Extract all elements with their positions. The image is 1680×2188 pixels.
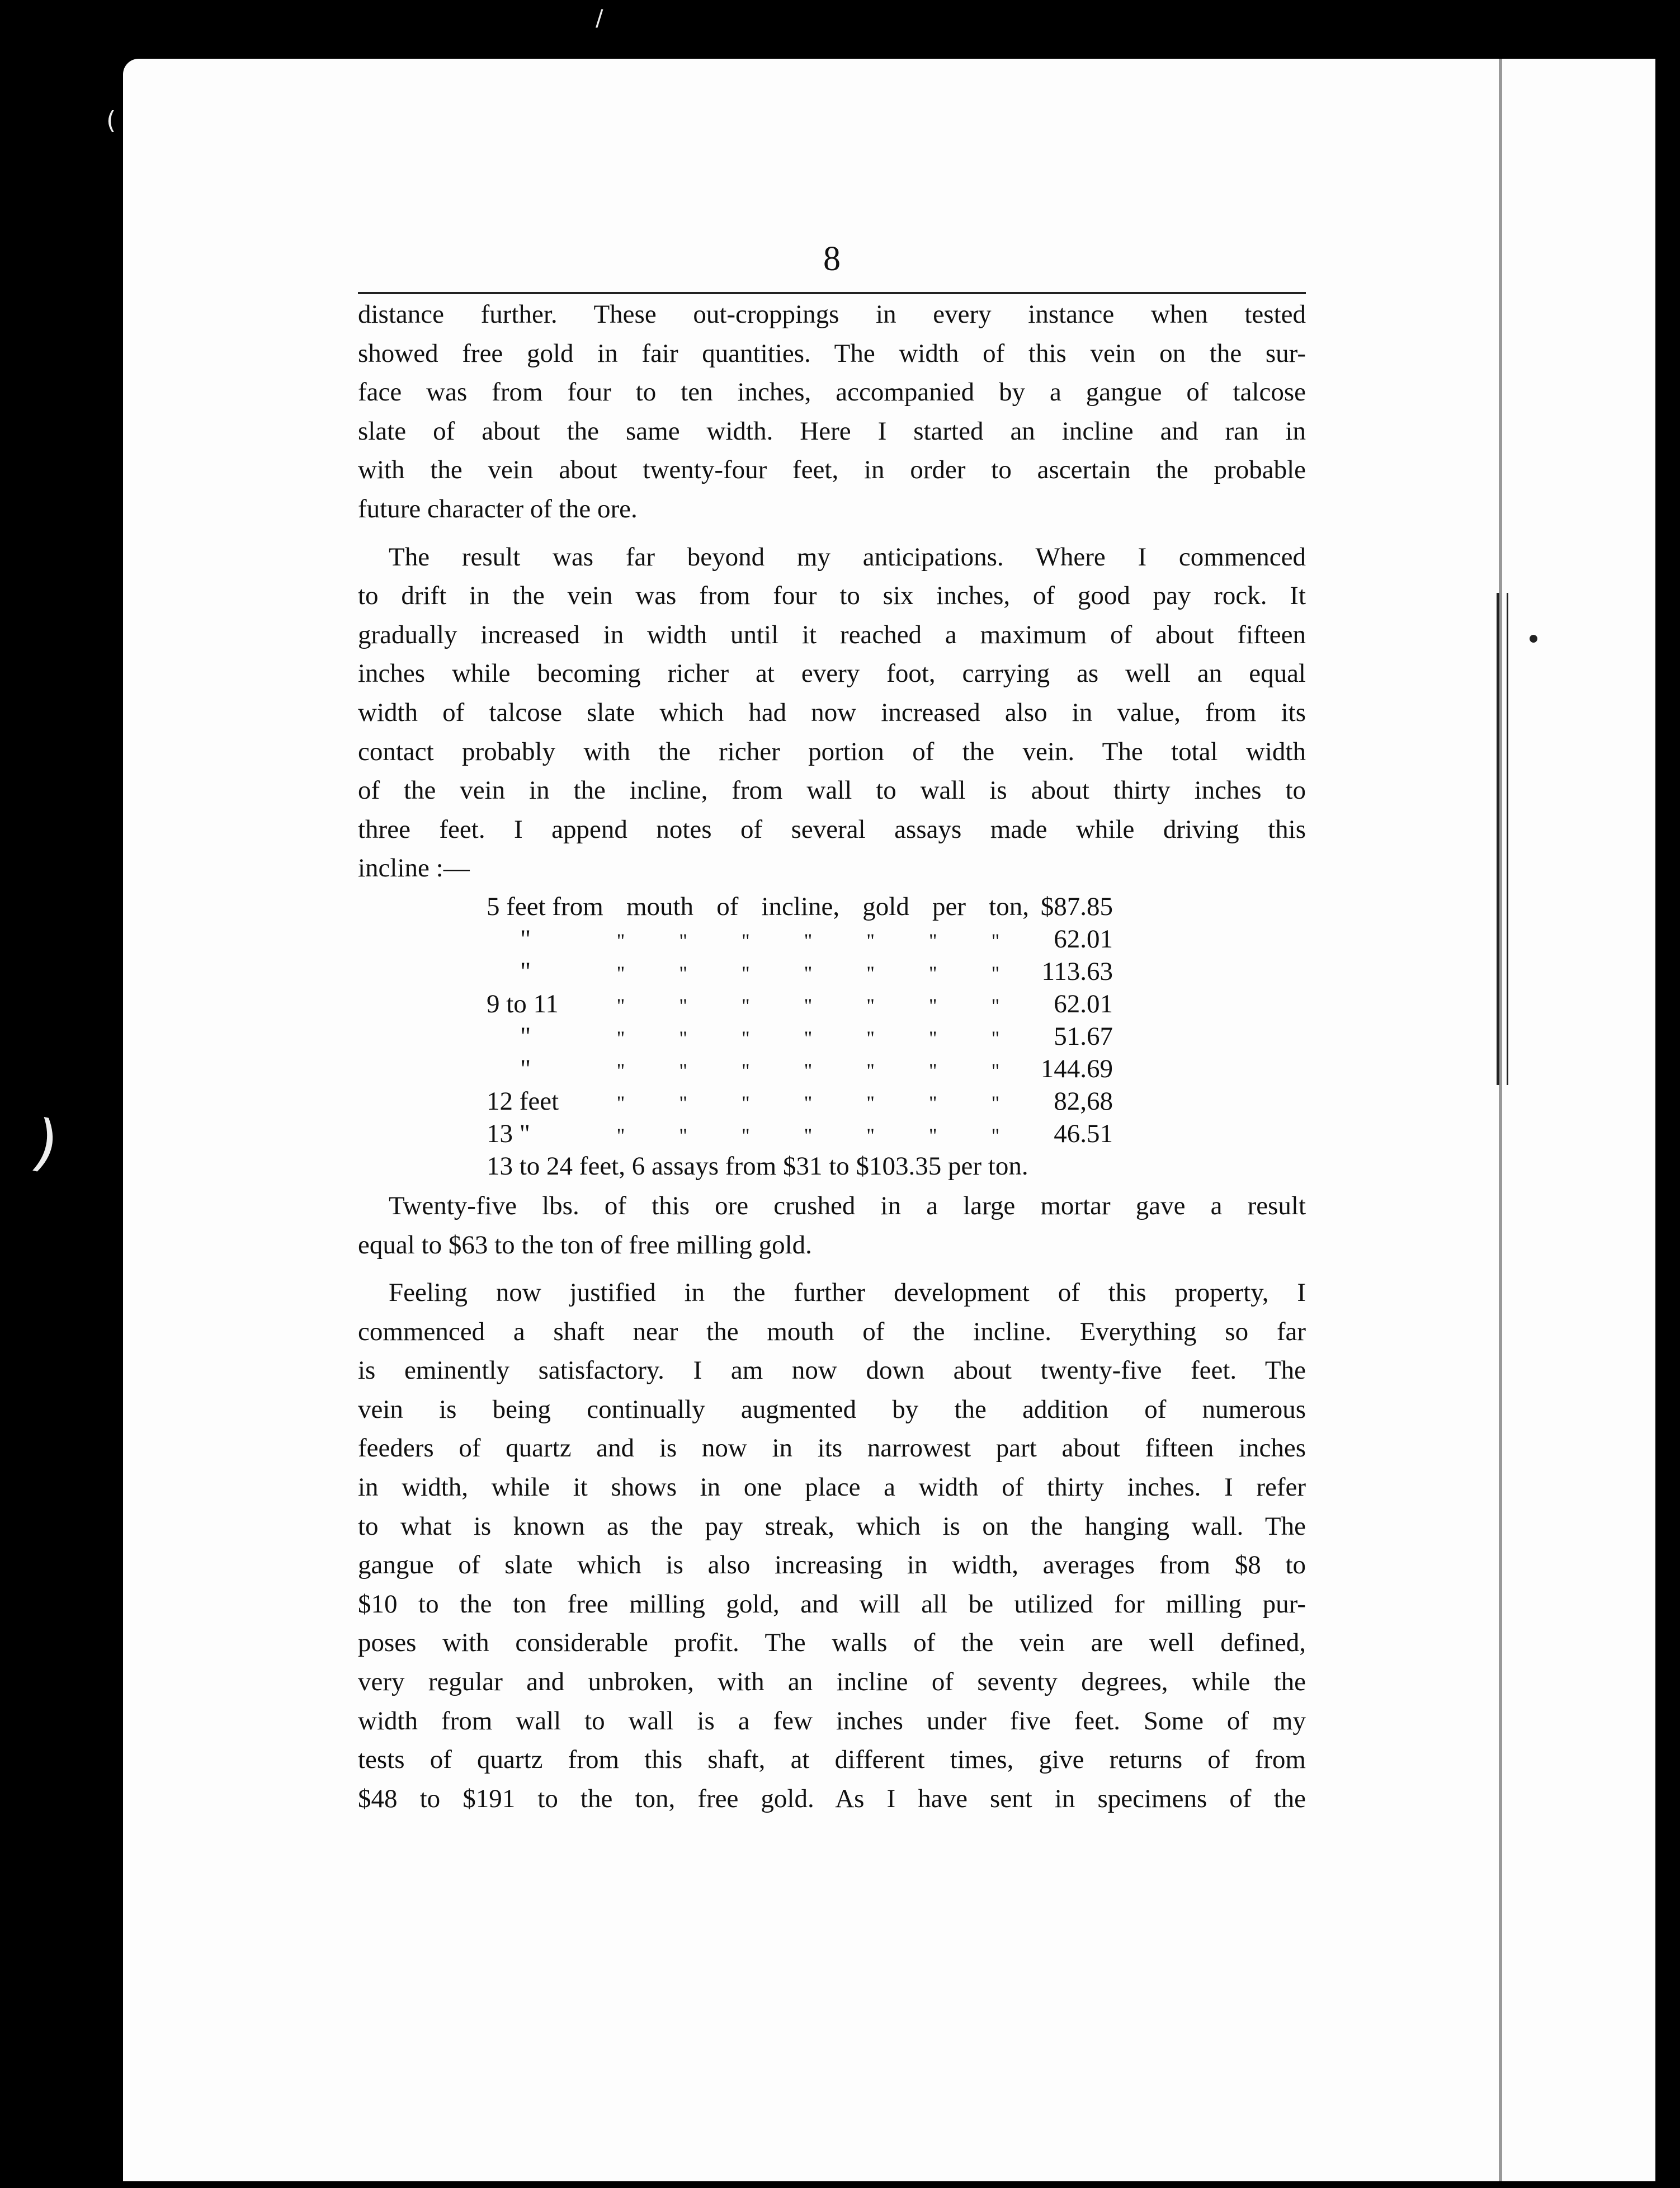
text-line: in width, while it shows in one place a width of thirty inches. I refer — [358, 1473, 1306, 1502]
ditto-mark: " — [679, 929, 687, 952]
text-line: feeders of quartz and is now in its narrowest part about fifteen inches — [358, 1433, 1306, 1463]
scan-mark-left-2: ) — [26, 1105, 65, 1181]
text-line: showed free gold in fair quantities. The width of this vein on the sur- — [358, 338, 1306, 368]
assay-row-label: 12 feet — [487, 1086, 559, 1116]
text-line: future character of the ore. — [358, 494, 638, 524]
assay-row — [487, 923, 1152, 955]
text-line: $10 to the ton free milling gold, and will all be utilized for milling pur- — [358, 1589, 1306, 1619]
assay-summary: 13 to 24 feet, 6 assays from $31 to $103.35 per ton. — [487, 1151, 1028, 1181]
text-line: to what is known as the pay streak, which is on the hanging wall. The — [358, 1511, 1306, 1541]
ditto-mark: " — [866, 1124, 875, 1147]
ditto-mark: " — [991, 1026, 1000, 1049]
ditto-mark: " — [804, 929, 813, 952]
assay-row — [487, 988, 1152, 1020]
scan-mark-top: / — [596, 6, 603, 31]
assay-value: $87.85 — [1040, 892, 1113, 921]
assay-row — [487, 1053, 1152, 1085]
text-line: Feeling now justified in the further development of this property, I — [389, 1278, 1306, 1308]
ditto-mark: " — [679, 1026, 687, 1049]
ditto-mark: " — [741, 1091, 750, 1114]
ditto-mark: " — [520, 1054, 531, 1083]
scan-mark-left-1: ( — [106, 106, 116, 135]
assay-header-word: 5 feet from — [487, 892, 603, 921]
text-line: poses with considerable profit. The walls of the vein are well defined, — [358, 1628, 1306, 1658]
assay-header-word: incline, — [761, 892, 840, 921]
assay-value: 51.67 — [1054, 1021, 1113, 1051]
assay-value: 144.69 — [1040, 1054, 1113, 1083]
ditto-mark: " — [804, 994, 813, 1017]
ditto-mark: " — [991, 929, 1000, 952]
ditto-mark: " — [520, 1021, 531, 1051]
assay-row — [487, 1117, 1152, 1150]
text-line: gangue of slate which is also increasing in width, averages from $8 to — [358, 1550, 1306, 1580]
ditto-mark: " — [928, 929, 937, 952]
text-line: very regular and unbroken, with an incline of seventy degrees, while the — [358, 1667, 1306, 1697]
assay-row-label — [487, 923, 598, 955]
text-line: $48 to $191 to the ton, free gold. As I have sent in specimens of the — [358, 1784, 1306, 1813]
text-line: distance further. These out-croppings in every instance when tested — [358, 300, 1306, 329]
text-line: width from wall to wall is a few inches under five feet. Some of my — [358, 1706, 1306, 1736]
assay-header-word: ton, — [989, 892, 1029, 921]
paragraph-3 — [358, 1187, 1306, 1265]
paragraph-2 — [358, 538, 1306, 888]
text-line: with the vein about twenty-four feet, in order to ascertain the probable — [358, 455, 1306, 485]
ditto-mark: " — [520, 924, 531, 954]
text-line: width of talcose slate which had now increased also in value, from its — [358, 697, 1306, 727]
ditto-mark: " — [928, 994, 937, 1017]
assay-value: 62.01 — [1054, 989, 1113, 1018]
margin-dot — [1530, 635, 1537, 643]
assay-row-label — [487, 1020, 598, 1053]
assay-row-label — [487, 955, 598, 988]
ditto-mark: " — [991, 994, 1000, 1017]
ditto-mark: " — [928, 1059, 937, 1082]
text-line: Twenty-five lbs. of this ore crushed in a large mortar gave a result — [389, 1191, 1306, 1220]
text-line: inches while becoming richer at every foot, carrying as well an equal — [358, 659, 1306, 689]
ditto-mark: " — [741, 929, 750, 952]
ditto-mark: " — [991, 1059, 1000, 1082]
ditto-mark: " — [866, 1026, 875, 1049]
ditto-mark: " — [616, 1091, 625, 1114]
paragraph-1 — [358, 295, 1306, 529]
assay-row-label: 13 " — [487, 1119, 530, 1148]
ditto-mark: " — [679, 961, 687, 984]
text-line: equal to $63 to the ton of free milling gold. — [358, 1230, 812, 1260]
paragraph-4 — [358, 1274, 1306, 1818]
ditto-mark: " — [679, 994, 687, 1017]
ditto-mark: " — [928, 1026, 937, 1049]
text-line: The result was far beyond my anticipations. Where I commenced — [389, 542, 1306, 572]
ditto-mark: " — [991, 1124, 1000, 1147]
ditto-mark: " — [866, 1091, 875, 1114]
text-line: of the vein in the incline, from wall to wall is about thirty inches to — [358, 776, 1306, 805]
text-line: commenced a shaft near the mouth of the incline. Everything so far — [358, 1317, 1306, 1346]
page-number: 8 — [823, 240, 841, 278]
assay-header-word: mouth — [626, 892, 694, 921]
header-rule — [358, 292, 1306, 294]
ditto-mark: " — [866, 961, 875, 984]
text-line: tests of quartz from this shaft, at different times, give returns of from — [358, 1745, 1306, 1775]
ditto-mark: " — [741, 1124, 750, 1147]
text-line: gradually increased in width until it reached a maximum of about fifteen — [358, 620, 1306, 649]
ditto-mark: " — [804, 1124, 813, 1147]
ditto-mark: " — [866, 929, 875, 952]
assay-row-label: 9 to 11 — [487, 989, 559, 1018]
text-line: to drift in the vein was from four to six inches, of good pay rock. It — [358, 581, 1306, 611]
text-line: three feet. I append notes of several assays made while driving this — [358, 814, 1306, 844]
ditto-mark: " — [741, 961, 750, 984]
ditto-mark: " — [616, 1059, 625, 1082]
ditto-mark: " — [928, 1091, 937, 1114]
text-line: vein is being continually augmented by the addition of numerous — [358, 1394, 1306, 1424]
assay-header-word: gold — [862, 892, 909, 921]
text-line: contact probably with the richer portion of the vein. The total width — [358, 737, 1306, 766]
ditto-mark: " — [741, 1059, 750, 1082]
text-line: is eminently satisfactory. I am now down about twenty-five feet. The — [358, 1356, 1306, 1385]
assay-header-word: of — [716, 892, 739, 921]
assay-row — [487, 1085, 1152, 1117]
assay-value: 62.01 — [1054, 924, 1113, 954]
ditto-mark: " — [866, 1059, 875, 1082]
ditto-mark: " — [616, 994, 625, 1017]
ditto-mark: " — [616, 961, 625, 984]
ditto-mark: " — [804, 1059, 813, 1082]
ditto-mark: " — [866, 994, 875, 1017]
assay-value: 113.63 — [1041, 956, 1113, 986]
ditto-mark: " — [679, 1059, 687, 1082]
ditto-mark: " — [520, 956, 531, 986]
ditto-mark: " — [928, 961, 937, 984]
ditto-mark: " — [928, 1124, 937, 1147]
margin-bracket-marks — [1492, 593, 1531, 1264]
ditto-mark: " — [804, 961, 813, 984]
ditto-mark: " — [616, 929, 625, 952]
assay-row — [487, 1020, 1152, 1053]
ditto-mark: " — [616, 1026, 625, 1049]
text-line: slate of about the same width. Here I started an incline and ran in — [358, 416, 1306, 446]
ditto-mark: " — [804, 1091, 813, 1114]
ditto-mark: " — [616, 1124, 625, 1147]
assay-table — [487, 888, 1152, 1187]
ditto-mark: " — [804, 1026, 813, 1049]
ditto-mark: " — [991, 961, 1000, 984]
assay-row — [487, 955, 1152, 988]
assay-header-row — [487, 890, 1152, 923]
assay-value: 46.51 — [1054, 1119, 1113, 1148]
ditto-mark: " — [991, 1091, 1000, 1114]
assay-row-label — [487, 1053, 598, 1085]
ditto-mark: " — [741, 1026, 750, 1049]
assay-header-word: per — [932, 892, 966, 921]
text-line: incline :— — [358, 853, 470, 883]
body-text — [358, 295, 1306, 1818]
text-line: face was from four to ten inches, accompanied by a gangue of talcose — [358, 378, 1306, 407]
ditto-mark: " — [679, 1124, 687, 1147]
ditto-mark: " — [741, 994, 750, 1017]
ditto-mark: " — [679, 1091, 687, 1114]
assay-value: 82,68 — [1054, 1086, 1113, 1116]
